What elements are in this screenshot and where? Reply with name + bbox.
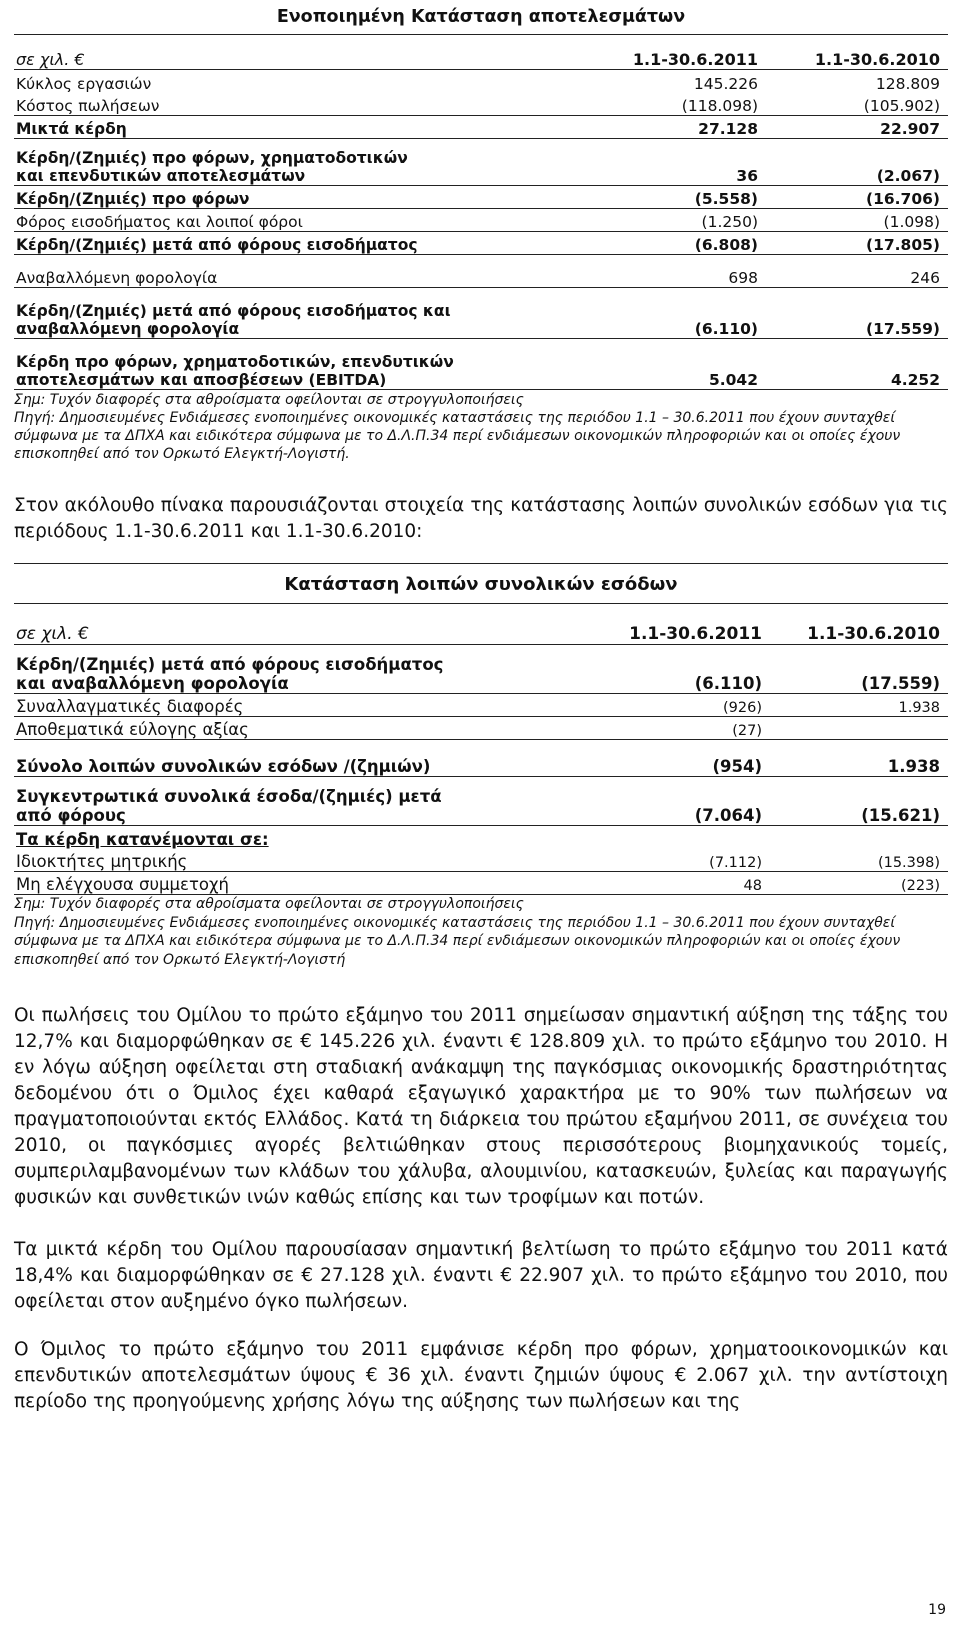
source-note: Πηγή: Δημοσιευμένες Ενδιάμεσες ενοποιημένες οικονομικές καταστάσεις της περιόδου 1.1 – 30.6.2011 που έχουν συνταχθεί σύμφωνα με τα ΔΠΧΑ και ειδικότερα σύμφωνα με το Δ.Λ.Π.34 περί ενδιάμεσων οικονομικών πληροφοριών και οι οποίες έχουν επισκοπηθεί από τον Ορκωτό Ελεγκτή-Λογιστή. xyxy=(14,410,901,462)
comprehensive-income-table xyxy=(14,608,948,895)
row-value-2011: (6.110) xyxy=(620,645,788,694)
table-row xyxy=(14,777,948,826)
row-value-2010: (15.398) xyxy=(788,849,948,872)
row-value-2011: (954) xyxy=(620,740,788,777)
table-notes xyxy=(14,391,948,463)
row-label: Σύνολο λοιπών συνολικών εσόδων /(ζημιών) xyxy=(14,740,620,777)
column-header-2011: 1.1-30.6.2011 xyxy=(620,608,788,645)
row-label: Κέρδη/(Ζημιές) προ φόρων xyxy=(14,186,588,209)
intro-paragraph: Στον ακόλουθο πίνακα παρουσιάζονται στοιχεία της κατάστασης λοιπών συνολικών εσόδων για τις περιόδους 1.1-30.6.2011 και 1.1-30.6.2010: xyxy=(14,495,948,542)
row-value-2010: 1.938 xyxy=(788,694,948,717)
row-value-2011: (118.098) xyxy=(588,93,788,116)
row-value-2010 xyxy=(788,826,948,849)
body-paragraph: Οι πωλήσεις του Ομίλου το πρώτο εξάμηνο του 2011 σημείωσαν σημαντική αύξηση της τάξης του 12,7% και διαμορφώθηκαν σε € 145.226 χιλ. έναντι € 128.809 χιλ. το πρώτο εξάμηνο του 2010. Η εν λόγω αύξηση οφείλεται στη σταδιακή ανάκαμψη της παγκόσμιας οικονομικής δραστηριότητας δεδομένου ότι ο Όμιλος έχει καθαρά εξαγωγικό χαρακτήρα με το 90% των πωλήσεων να πραγματοποιούνται εκτός Ελλάδος. Κατά τη διάρκεια του πρώτου εξαμήνου 2011, σε συνέχεια του 2010, οι παγκόσμιες αγορές βελτιώθηκαν στους περισσότερους βιομηχανικούς τομείς, συμπεριλαμβανομένων των κλάδων του χάλυβα, αλουμινίου, κατασκευών, ξυλείας και παραγωγής φυσικών και συνθετικών ινών καθώς επίσης και των τροφίμων και ποτών. xyxy=(14,1005,948,1208)
row-label: Συγκεντρωτικά συνολικά έσοδα/(ζημιές) μετά από φόρους xyxy=(14,777,620,826)
row-label: Κέρδη/(Ζημιές) προ φόρων, χρηματοδοτικών και επενδυτικών αποτελεσμάτων xyxy=(14,139,588,186)
allocation-heading: Τα κέρδη κατανέμονται σε: xyxy=(16,829,269,849)
body-paragraph: Τα μικτά κέρδη του Ομίλου παρουσίασαν σημαντική βελτίωση το πρώτο εξάμηνο του 2011 κατά 18,4% και διαμορφώθηκαν σε € 27.128 χιλ. έναντι € 22.907 χιλ. το πρώτο εξάμηνο του 2010, που οφείλεται στον αυξημένο όγκο πωλήσεων. xyxy=(14,1239,948,1312)
row-value-2010: 1.938 xyxy=(788,740,948,777)
table-row xyxy=(14,645,948,694)
row-value-2010: (15.621) xyxy=(788,777,948,826)
row-value-2010: (2.067) xyxy=(788,139,948,186)
table-row xyxy=(14,740,948,777)
row-value-2011: (926) xyxy=(620,694,788,717)
row-value-2011: (7.064) xyxy=(620,777,788,826)
table-row xyxy=(14,209,948,232)
row-value-2010: 128.809 xyxy=(875,74,940,93)
table-row xyxy=(14,339,948,390)
row-value-2010: 246 xyxy=(788,255,948,288)
row-label: Αναβαλλόμενη φορολογία xyxy=(14,255,588,288)
row-label: Κόστος πωλήσεων xyxy=(14,93,588,116)
comprehensive-income-title: Κατάσταση λοιπών συνολικών εσόδων xyxy=(14,563,948,604)
row-label: Κέρδη/(Ζημιές) μετά από φόρους εισοδήματος xyxy=(14,232,588,255)
row-label: Συναλλαγματικές διαφορές xyxy=(14,694,620,717)
table-row xyxy=(14,116,948,139)
unit-label: σε χιλ. € xyxy=(14,608,620,645)
row-label: Μικτά κέρδη xyxy=(14,116,588,139)
table-row xyxy=(14,717,948,740)
source-note: Πηγή: Δημοσιευμένες Ενδιάμεσες ενοποιημένες οικονομικές καταστάσεις της περιόδου 1.1 – 30.6.2011 που έχουν συνταχθεί σύμφωνα με τα ΔΠΧΑ και ειδικότερα σύμφωνα με το Δ.Λ.Π.34 περί ενδιάμεσων οικονομικών πληροφοριών και οι οποίες έχουν επισκοπηθεί από τον Ορκωτό Ελεγκτή-Λογιστή xyxy=(14,914,901,968)
table-row xyxy=(14,70,948,93)
table-row xyxy=(14,288,948,339)
row-value-2010: 4.252 xyxy=(788,339,948,390)
table-row xyxy=(14,139,948,186)
row-value-2011: (7.112) xyxy=(620,849,788,872)
rounding-note: Σημ: Τυχόν διαφορές στα αθροίσματα οφείλονται σε στρογγυλοποιήσεις xyxy=(14,896,524,912)
row-value-2011 xyxy=(620,826,788,849)
row-value-2011: (6.808) xyxy=(588,232,788,255)
row-value-2011: 27.128 xyxy=(588,116,788,139)
row-label: Φόρος εισοδήματος και λοιποί φόροι xyxy=(14,209,588,232)
row-value-2011: (5.558) xyxy=(588,186,788,209)
row-value-2010: (17.559) xyxy=(788,645,948,694)
column-header-2010: 1.1-30.6.2010 xyxy=(788,608,948,645)
table-row xyxy=(14,872,948,895)
table-row xyxy=(14,694,948,717)
row-value-2011: (1.250) xyxy=(588,209,788,232)
row-value-2010 xyxy=(788,717,948,740)
row-value-2011: 5.042 xyxy=(588,339,788,390)
row-value-2010: (1.098) xyxy=(788,209,948,232)
table-row xyxy=(14,255,948,288)
rounding-note: Σημ: Τυχόν διαφορές στα αθροίσματα οφείλονται σε στρογγυλοποιήσεις xyxy=(14,392,524,408)
document-page xyxy=(14,0,948,1415)
income-statement-table xyxy=(14,0,948,390)
row-label: Κέρδη/(Ζημιές) μετά από φόρους εισοδήματος και αναβαλλόμενη φορολογία xyxy=(14,288,588,339)
row-label: Μη ελέγχουσα συμμετοχή xyxy=(14,872,620,895)
column-header-2010: 1.1-30.6.2010 xyxy=(788,35,948,70)
income-statement-title: Ενοποιημένη Κατάσταση αποτελεσμάτων xyxy=(14,0,948,35)
row-label: Ιδιοκτήτες μητρικής xyxy=(14,849,620,872)
page-number: 19 xyxy=(928,1602,946,1618)
row-value-2011: 48 xyxy=(620,872,788,895)
table-row xyxy=(14,849,948,872)
row-label: Κύκλος εργασιών xyxy=(16,74,152,93)
row-value-2011: 36 xyxy=(588,139,788,186)
row-label xyxy=(14,826,620,849)
unit-label: σε χιλ. € xyxy=(14,35,588,70)
row-label: Κέρδη/(Ζημιές) μετά από φόρους εισοδήματος και αναβαλλόμενη φορολογία xyxy=(14,645,620,694)
row-label: Αποθεματικά εύλογης αξίας xyxy=(14,717,620,740)
table-row xyxy=(14,232,948,255)
body-paragraph: Ο Όμιλος το πρώτο εξάμηνο του 2011 εμφάνισε κέρδη προ φόρων, χρηματοοικονομικών και επενδυτικών αποτελεσμάτων ύψους € 36 χιλ. έναντι ζημιών ύψους € 2.067 χιλ. την αντίστοιχη περίοδο της προηγούμενης χρήσης λόγω της αύξησης των πωλήσεων και της xyxy=(14,1339,948,1412)
row-value-2010: (17.805) xyxy=(788,232,948,255)
row-value-2011: 145.226 xyxy=(693,74,758,93)
row-value-2010: 22.907 xyxy=(788,116,948,139)
table-row xyxy=(14,93,948,116)
column-header-2011: 1.1-30.6.2011 xyxy=(588,35,788,70)
row-value-2010: (223) xyxy=(788,872,948,895)
row-value-2011: (6.110) xyxy=(588,288,788,339)
row-value-2010: (17.559) xyxy=(788,288,948,339)
table-row xyxy=(14,186,948,209)
row-value-2010: (105.902) xyxy=(788,93,948,116)
table-row xyxy=(14,826,948,849)
row-label: Κέρδη προ φόρων, χρηματοδοτικών, επενδυτικών αποτελεσμάτων και αποσβέσεων (EBITDA) xyxy=(14,339,588,390)
row-value-2011: 698 xyxy=(588,255,788,288)
row-value-2011: (27) xyxy=(620,717,788,740)
row-value-2010: (16.706) xyxy=(788,186,948,209)
table-notes xyxy=(14,895,948,969)
